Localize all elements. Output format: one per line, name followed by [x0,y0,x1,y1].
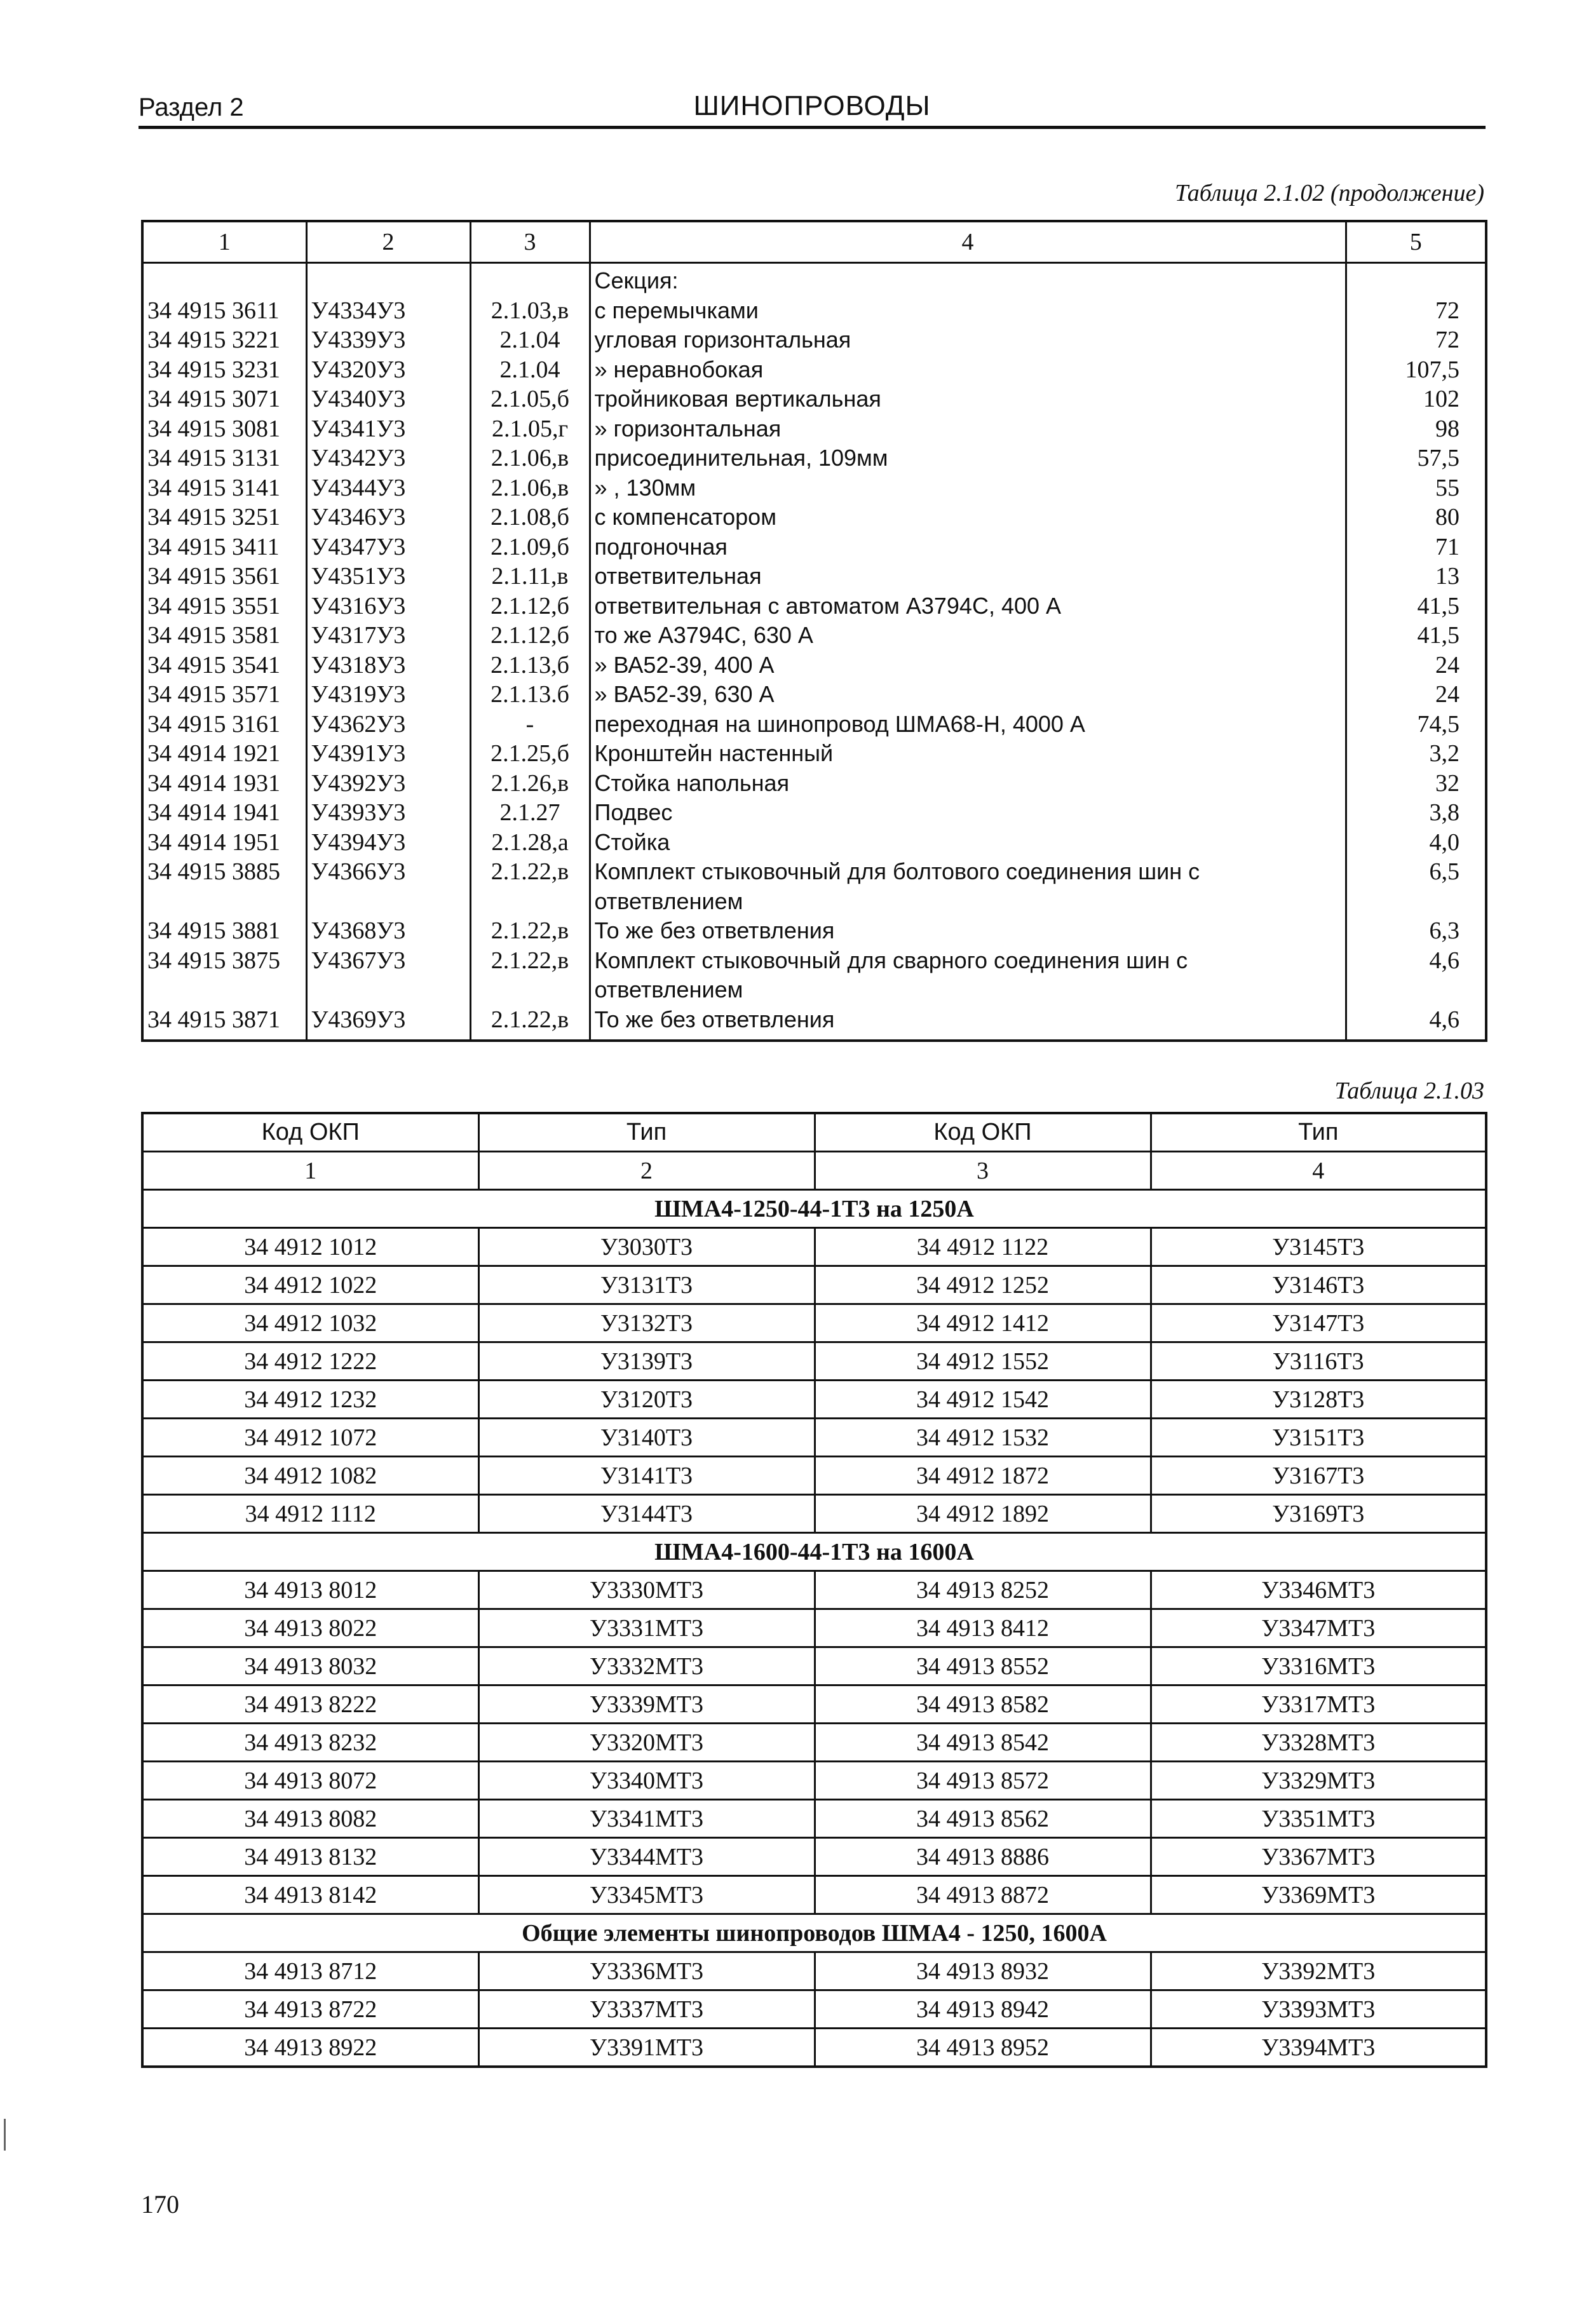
table-cell: 34 4915 3161 [142,710,306,740]
table-cell: У3340МТ3 [478,1762,815,1800]
table-cell: 34 4913 8142 [142,1876,478,1914]
table-cell: 2.1.04 [470,355,590,385]
table-cell: У3344МТ3 [478,1838,815,1876]
table-cell: 34 4913 8952 [815,2029,1151,2067]
table-cell: 34 4912 1892 [815,1495,1151,1533]
table-cell: 34 4912 1412 [815,1304,1151,1342]
table-cell: » горизонтальная [590,414,1346,444]
table-cell: У4341У3 [306,414,470,444]
table-cell: У3141Т3 [478,1457,815,1495]
table-cell: У4394У3 [306,828,470,858]
table-row [142,651,1486,680]
table-cell: У3332МТ3 [478,1647,815,1686]
table2-col-header: Тип [1151,1113,1486,1152]
table-cell: 24 [1346,651,1486,680]
table-cell: 55 [1346,473,1486,503]
table-cell [470,263,590,296]
group-row [142,1533,1486,1571]
table-cell: 34 4912 1872 [815,1457,1151,1495]
table-cell: У3316МТ3 [1151,1647,1486,1686]
table-row [142,946,1486,1005]
table-cell: переходная на шинопровод ШМА68-Н, 4000 А [590,710,1346,740]
table-row [142,769,1486,799]
table-cell: 34 4915 3231 [142,355,306,385]
table-cell: У3351МТ3 [1151,1800,1486,1838]
table-cell: 34 4915 3251 [142,503,306,532]
table2-col-number: 3 [815,1152,1151,1190]
table-cell: 2.1.06,в [470,443,590,473]
table-cell: У4318У3 [306,651,470,680]
table-cell: 41,5 [1346,591,1486,621]
table-cell: 34 4915 3611 [142,296,306,326]
table-row [142,1724,1486,1762]
table2-body [142,1190,1486,2067]
table-cell: 34 4915 3131 [142,443,306,473]
table-cell: 2.1.12,б [470,591,590,621]
table-cell: 2.1.12,б [470,621,590,651]
table-cell: Стойка напольная [590,769,1346,799]
table-cell: У3339МТ3 [478,1686,815,1724]
table-cell: 34 4912 1552 [815,1342,1151,1381]
table-cell: У3345МТ3 [478,1876,815,1914]
table-cell: 34 4915 3875 [142,946,306,1005]
table-cell: 34 4913 8132 [142,1838,478,1876]
table-cell: У3391МТ3 [478,2029,815,2067]
table-cell: 34 4915 3551 [142,591,306,621]
page-header [139,88,1486,129]
table-cell: 2.1.13.б [470,680,590,710]
table-row [142,1647,1486,1686]
table-cell: 34 4913 8252 [815,1571,1151,1609]
table2-col-number: 4 [1151,1152,1486,1190]
table-cell: 34 4914 1921 [142,739,306,769]
table-cell [142,263,306,296]
table2-col-number: 2 [478,1152,815,1190]
table-cell: У3392МТ3 [1151,1952,1486,1990]
table-cell: 34 4913 8722 [142,1990,478,2029]
table-cell: У3132Т3 [478,1304,815,1342]
table-cell: У3320МТ3 [478,1724,815,1762]
table-cell: 34 4913 8012 [142,1571,478,1609]
table-cell: 2.1.13,б [470,651,590,680]
table2-col-header: Код ОКП [815,1113,1151,1152]
table-cell: У3147Т3 [1151,1304,1486,1342]
table-row [142,325,1486,355]
table-cell: 34 4912 1252 [815,1266,1151,1304]
table-cell: У3145Т3 [1151,1228,1486,1266]
table-cell: 3,8 [1346,798,1486,828]
table-cell: 34 4915 3871 [142,1005,306,1041]
table-cell: Секция: [590,263,1346,296]
table-cell: У4347У3 [306,532,470,562]
table-cell: 34 4913 8942 [815,1990,1151,2029]
table-cell: 34 4913 8582 [815,1686,1151,1724]
table-cell: 34 4914 1941 [142,798,306,828]
table-cell: ответвительная с автоматом А3794С, 400 А [590,591,1346,621]
table2-col-header: Тип [478,1113,815,1152]
table-cell: У3337МТ3 [478,1990,815,2029]
table-row [142,591,1486,621]
table-row [142,1419,1486,1457]
table-cell: 2.1.11,в [470,562,590,591]
table-row [142,621,1486,651]
table-row [142,1571,1486,1609]
table-cell: 34 4912 1222 [142,1342,478,1381]
table-cell: У4362У3 [306,710,470,740]
table-cell: ответвительная [590,562,1346,591]
table-cell: У4369У3 [306,1005,470,1041]
table-row [142,1609,1486,1647]
table-cell: 34 4912 1012 [142,1228,478,1266]
table-cell: » , 130мм [590,473,1346,503]
table-cell: 34 4912 1232 [142,1381,478,1419]
table-cell: 34 4913 8922 [142,2029,478,2067]
table-cell: 34 4915 3541 [142,651,306,680]
table-cell: У4320У3 [306,355,470,385]
table-cell: 2.1.28,а [470,828,590,858]
table-cell: 2.1.22,в [470,1005,590,1041]
table-cell: У3393МТ3 [1151,1990,1486,2029]
table-row [142,1990,1486,2029]
table-row [142,532,1486,562]
table-cell: 34 4915 3411 [142,532,306,562]
table-cell: У4344У3 [306,473,470,503]
table-row [142,1952,1486,1990]
table-cell: » ВА52-39, 400 А [590,651,1346,680]
table-cell: 34 4913 8872 [815,1876,1151,1914]
table-cell: 34 4912 1032 [142,1304,478,1342]
table-cell: 4,0 [1346,828,1486,858]
group-row [142,1190,1486,1228]
table-cell: 34 4913 8552 [815,1647,1151,1686]
table-row [142,1762,1486,1800]
table-cell: 2.1.08,б [470,503,590,532]
table-cell: У4342У3 [306,443,470,473]
table-cell: Комплект стыковочный для болтового соединения шин с ответвлением [590,857,1346,916]
table-row [142,355,1486,385]
table-cell: 34 4913 8072 [142,1762,478,1800]
table-row [142,739,1486,769]
table-cell: У3346МТ3 [1151,1571,1486,1609]
table-row [142,1228,1486,1266]
table-cell: 34 4913 8412 [815,1609,1151,1647]
table2-col-header: Код ОКП [142,1113,478,1152]
margin-mark [4,2119,6,2151]
table-cell: угловая горизонтальная [590,325,1346,355]
table-cell: У3331МТ3 [478,1609,815,1647]
table-cell: 32 [1346,769,1486,799]
table-cell [306,263,470,296]
table-cell: 34 4913 8886 [815,1838,1151,1876]
table-row [142,1876,1486,1914]
table-cell: 34 4913 8022 [142,1609,478,1647]
table-cell: 4,6 [1346,1005,1486,1041]
table-cell: У4392У3 [306,769,470,799]
table-cell: присоединительная, 109мм [590,443,1346,473]
table-cell: 34 4912 1542 [815,1381,1151,1419]
table1-col-header: 1 [142,221,306,263]
table-row [142,916,1486,946]
table-cell: подгоночная [590,532,1346,562]
table-2-1-03 [141,1112,1487,2068]
table-cell: У3328МТ3 [1151,1724,1486,1762]
table-row [142,1304,1486,1342]
table-cell: 34 4912 1122 [815,1228,1151,1266]
table-cell: У3394МТ3 [1151,2029,1486,2067]
group-title: Общие элементы шинопроводов ШМА4 - 1250, 1600А [142,1914,1486,1952]
table-cell: 34 4913 8032 [142,1647,478,1686]
table-cell: У3330МТ3 [478,1571,815,1609]
table-cell: 2.1.05,б [470,384,590,414]
group-title: ШМА4-1600-44-1Т3 на 1600А [142,1533,1486,1571]
table-cell: У4340У3 [306,384,470,414]
table-cell: Комплект стыковочный для сварного соединения шин с ответвлением [590,946,1346,1005]
table-cell: У3120Т3 [478,1381,815,1419]
table-cell: 34 4913 8222 [142,1686,478,1724]
table-cell: У3336МТ3 [478,1952,815,1990]
table-cell: 34 4915 3571 [142,680,306,710]
table-cell: 24 [1346,680,1486,710]
table-cell: У3139Т3 [478,1342,815,1381]
table-cell: У3317МТ3 [1151,1686,1486,1724]
table-cell: У3128Т3 [1151,1381,1486,1419]
table-row [142,1342,1486,1381]
table1-caption: Таблица 2.1.02 (продолжение) [1174,180,1484,206]
table-cell: 34 4913 8712 [142,1952,478,1990]
table-cell: 80 [1346,503,1486,532]
table-cell: У4339У3 [306,325,470,355]
table-cell: 6,3 [1346,916,1486,946]
group-title: ШМА4-1250-44-1Т3 на 1250А [142,1190,1486,1228]
table-cell: У3367МТ3 [1151,1838,1486,1876]
table-2-1-02 [141,220,1487,1042]
table-cell: 34 4914 1931 [142,769,306,799]
table1-col-header: 2 [306,221,470,263]
table-row [142,857,1486,916]
table-cell: 2.1.22,в [470,857,590,916]
table-row [142,1838,1486,1876]
table-cell: » неравнобокая [590,355,1346,385]
table-cell: » ВА52-39, 630 А [590,680,1346,710]
table-cell: 2.1.04 [470,325,590,355]
table-cell: 2.1.25,б [470,739,590,769]
table-row [142,2029,1486,2067]
table-cell: 2.1.06,в [470,473,590,503]
table1-col-header: 3 [470,221,590,263]
table-cell: У3329МТ3 [1151,1762,1486,1800]
table-cell: У4366У3 [306,857,470,916]
table-cell: 72 [1346,325,1486,355]
table-cell: То же без ответвления [590,1005,1346,1041]
table-row [142,828,1486,858]
table-cell: - [470,710,590,740]
table1-col-header: 5 [1346,221,1486,263]
table-cell: 34 4913 8932 [815,1952,1151,1990]
table-cell: У3144Т3 [478,1495,815,1533]
table-cell: 102 [1346,384,1486,414]
table-cell: 34 4912 1072 [142,1419,478,1457]
table-cell: 34 4912 1532 [815,1419,1151,1457]
table-row [142,710,1486,740]
table-cell: с компенсатором [590,503,1346,532]
table-row [142,1266,1486,1304]
table-row [142,1495,1486,1533]
table-cell: 2.1.26,в [470,769,590,799]
table-cell: 13 [1346,562,1486,591]
page-title: ШИНОПРОВОДЫ [693,90,931,121]
section-label: Раздел 2 [139,93,244,121]
table2-number-row [142,1152,1486,1190]
table-cell: 34 4915 3881 [142,916,306,946]
table-cell: 34 4915 3885 [142,857,306,916]
table1-col-header: 4 [590,221,1346,263]
table-cell: 34 4912 1082 [142,1457,478,1495]
table-cell: У3167Т3 [1151,1457,1486,1495]
page-number: 170 [141,2190,179,2219]
table-cell: 3,2 [1346,739,1486,769]
table-row [142,384,1486,414]
table-row [142,443,1486,473]
table-cell: У3341МТ3 [478,1800,815,1838]
table-cell: 2.1.03,в [470,296,590,326]
table-cell: У4393У3 [306,798,470,828]
table-row [142,1800,1486,1838]
table-cell: У3030Т3 [478,1228,815,1266]
table-row [142,1005,1486,1041]
table2-header-row [142,1113,1486,1152]
table-cell: Подвес [590,798,1346,828]
table-cell: У4391У3 [306,739,470,769]
table-cell: 6,5 [1346,857,1486,916]
group-row [142,1914,1486,1952]
table-row [142,473,1486,503]
table1-header-row [142,221,1486,263]
table-cell: Кронштейн настенный [590,739,1346,769]
table-row [142,1381,1486,1419]
table-cell: У3116Т3 [1151,1342,1486,1381]
table-row [142,263,1486,296]
table-cell: то же А3794С, 630 А [590,621,1346,651]
table-cell: То же без ответвления [590,916,1346,946]
table-cell: У4367У3 [306,946,470,1005]
table-cell: У4317У3 [306,621,470,651]
table-cell: 2.1.27 [470,798,590,828]
table-row [142,1457,1486,1495]
table-cell: 34 4913 8572 [815,1762,1151,1800]
table-row [142,562,1486,591]
table-cell: 74,5 [1346,710,1486,740]
table2-col-number: 1 [142,1152,478,1190]
table-cell: 34 4914 1951 [142,828,306,858]
table-row [142,503,1486,532]
table-cell: 2.1.22,в [470,916,590,946]
table-cell: 72 [1346,296,1486,326]
table-cell: 34 4913 8232 [142,1724,478,1762]
table-cell: 2.1.22,в [470,946,590,1005]
table-cell: 34 4913 8542 [815,1724,1151,1762]
table-cell: 98 [1346,414,1486,444]
table-row [142,1686,1486,1724]
table-cell: У4346У3 [306,503,470,532]
table-cell: 34 4915 3561 [142,562,306,591]
table-cell: У3369МТ3 [1151,1876,1486,1914]
table-cell: 71 [1346,532,1486,562]
table-cell: 41,5 [1346,621,1486,651]
table-row [142,680,1486,710]
table-cell: У3140Т3 [478,1419,815,1457]
table-cell: У3169Т3 [1151,1495,1486,1533]
table-cell: У4319У3 [306,680,470,710]
table-cell: 34 4913 8562 [815,1800,1151,1838]
table-cell: У3347МТ3 [1151,1609,1486,1647]
table-cell: 34 4915 3221 [142,325,306,355]
table-cell: У4368У3 [306,916,470,946]
table-cell: тройниковая вертикальная [590,384,1346,414]
table-row [142,296,1486,326]
table-cell: 34 4915 3071 [142,384,306,414]
table-cell: с перемычками [590,296,1346,326]
table-cell: У4316У3 [306,591,470,621]
table-cell: 57,5 [1346,443,1486,473]
table-cell: Стойка [590,828,1346,858]
table-cell: 4,6 [1346,946,1486,1005]
table-cell: У3146Т3 [1151,1266,1486,1304]
table-cell: 34 4912 1112 [142,1495,478,1533]
table-cell: У3151Т3 [1151,1419,1486,1457]
table2-caption: Таблица 2.1.03 [1334,1078,1484,1104]
table-cell: 34 4915 3081 [142,414,306,444]
table-cell: У4334У3 [306,296,470,326]
table-row [142,414,1486,444]
table-cell: У3131Т3 [478,1266,815,1304]
table-row [142,798,1486,828]
table-cell: 107,5 [1346,355,1486,385]
table-cell: У4351У3 [306,562,470,591]
table-cell: 34 4915 3581 [142,621,306,651]
table1-body [142,263,1486,1041]
table-cell: 2.1.09,б [470,532,590,562]
table-cell: 2.1.05,г [470,414,590,444]
table-cell: 34 4913 8082 [142,1800,478,1838]
table-cell [1346,263,1486,296]
table-cell: 34 4912 1022 [142,1266,478,1304]
table-cell: 34 4915 3141 [142,473,306,503]
